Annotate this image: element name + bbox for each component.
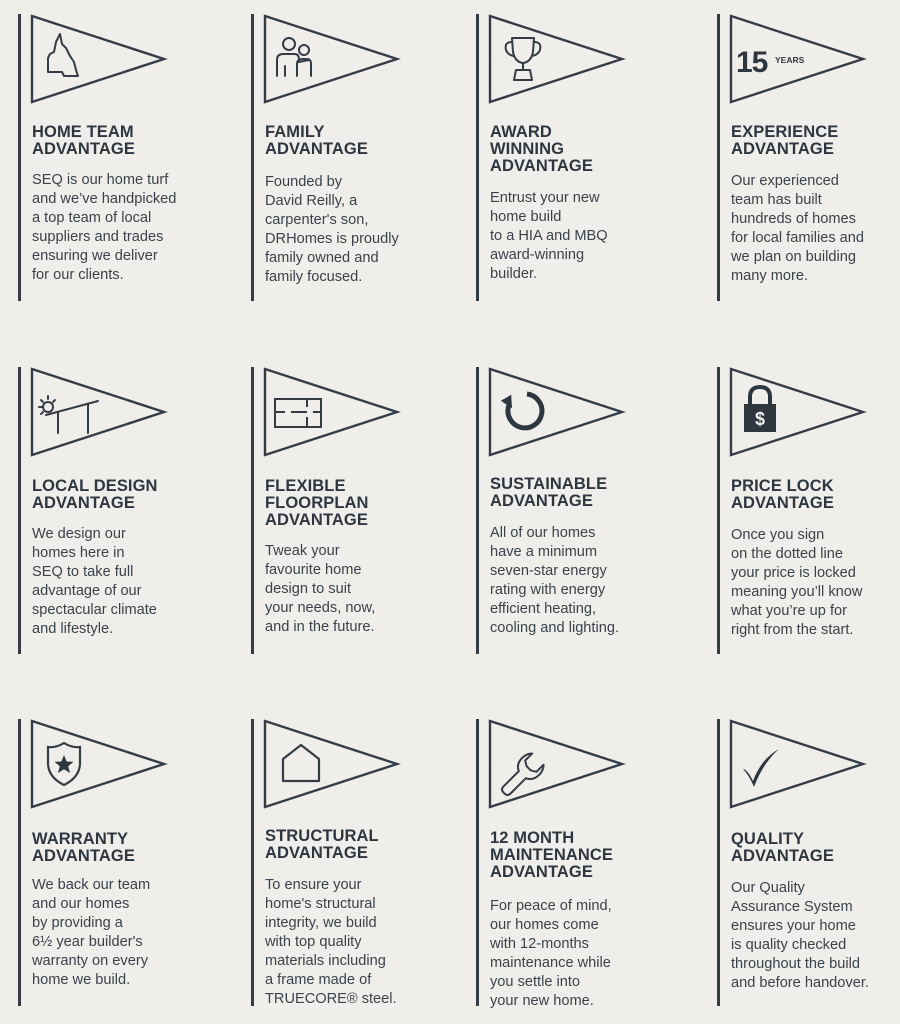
card-title: EXPERIENCE ADVANTAGE <box>731 123 839 158</box>
card-title: PRICE LOCK ADVANTAGE <box>731 477 834 512</box>
pennant-flag <box>476 14 636 110</box>
card-body: For peace of mind, our homes come with 12-months maintenance while you settle into your new home. <box>490 898 612 1009</box>
card-body: Founded by David Reilly, a carpenter's son, DRHomes is proudly family owned and family focused. <box>265 174 399 285</box>
checkmark-icon <box>743 749 779 787</box>
svg-text:15: 15 <box>736 46 768 79</box>
floorplan-icon <box>275 399 321 427</box>
shield-star-icon <box>48 743 80 785</box>
wrench-icon <box>495 751 546 802</box>
card-title: 12 MONTH MAINTENANCE ADVANTAGE <box>490 829 614 881</box>
card-body: Our Quality Assurance System ensures your home is quality checked throughout the build and before handover. <box>731 880 869 991</box>
pennant-flag <box>717 367 877 463</box>
svg-text:$: $ <box>754 409 766 429</box>
card-title: AWARD WINNING ADVANTAGE <box>490 123 593 175</box>
card-body: Once you sign on the dotted line your price is locked meaning you’ll know what you’re up for right from the start. <box>731 527 863 638</box>
card-body: We back our team and our homes by providing a 6½ year builder's warranty on every home we build. <box>32 877 151 988</box>
pennant-flag <box>18 719 178 815</box>
trophy-icon <box>506 38 541 80</box>
card-body: SEQ is our home turf and we’ve handpicked a top team of local suppliers and trades ensuring we deliver for our clients. <box>32 172 177 283</box>
sun-pergola-icon <box>39 396 98 433</box>
svg-text:YEARS: YEARS <box>775 55 805 65</box>
pennant-flag <box>251 14 411 110</box>
card-title: QUALITY ADVANTAGE <box>731 830 834 865</box>
pennant-flag <box>251 719 411 815</box>
card-title: HOME TEAM ADVANTAGE <box>32 123 135 158</box>
house-outline-icon <box>283 745 319 781</box>
card-body: Our experienced team has built hundreds of homes for local families and we plan on building many more. <box>731 173 865 284</box>
pennant-flag <box>476 719 636 815</box>
pennant-flag <box>476 367 636 463</box>
card-body: To ensure your home's structural integrity, we build with top quality materials including a frame made of TRUECORE® steel. <box>265 877 397 1007</box>
pennant-flag <box>18 14 178 110</box>
pennant-flag <box>717 719 877 815</box>
queensland-map-icon <box>48 34 78 76</box>
card-body: We design our homes here in SEQ to take full advantage of our spectacular climate and lifestyle. <box>32 526 157 637</box>
card-title: WARRANTY ADVANTAGE <box>32 830 135 865</box>
card-body: Tweak your favourite home design to suit your needs, now, and in the future. <box>265 543 376 635</box>
card-title: SUSTAINABLE ADVANTAGE <box>490 475 608 510</box>
years-badge-icon <box>736 46 805 79</box>
pennant-flag <box>18 367 178 463</box>
pennant-flag <box>251 367 411 463</box>
card-title: FLEXIBLE FLOORPLAN ADVANTAGE <box>265 477 369 529</box>
card-body: Entrust your new home build to a HIA and MBQ award-winning builder. <box>490 190 608 282</box>
recycle-arrow-icon <box>501 394 542 428</box>
family-icon <box>277 38 311 76</box>
card-body: All of our homes have a minimum seven-star energy rating with energy efficient heating, cooling and lighting. <box>490 525 620 636</box>
card-title: STRUCTURAL ADVANTAGE <box>265 827 379 862</box>
padlock-dollar-icon <box>744 387 776 432</box>
card-title: FAMILY ADVANTAGE <box>265 123 368 158</box>
pennant-flag <box>717 14 877 110</box>
card-title: LOCAL DESIGN ADVANTAGE <box>32 477 158 512</box>
